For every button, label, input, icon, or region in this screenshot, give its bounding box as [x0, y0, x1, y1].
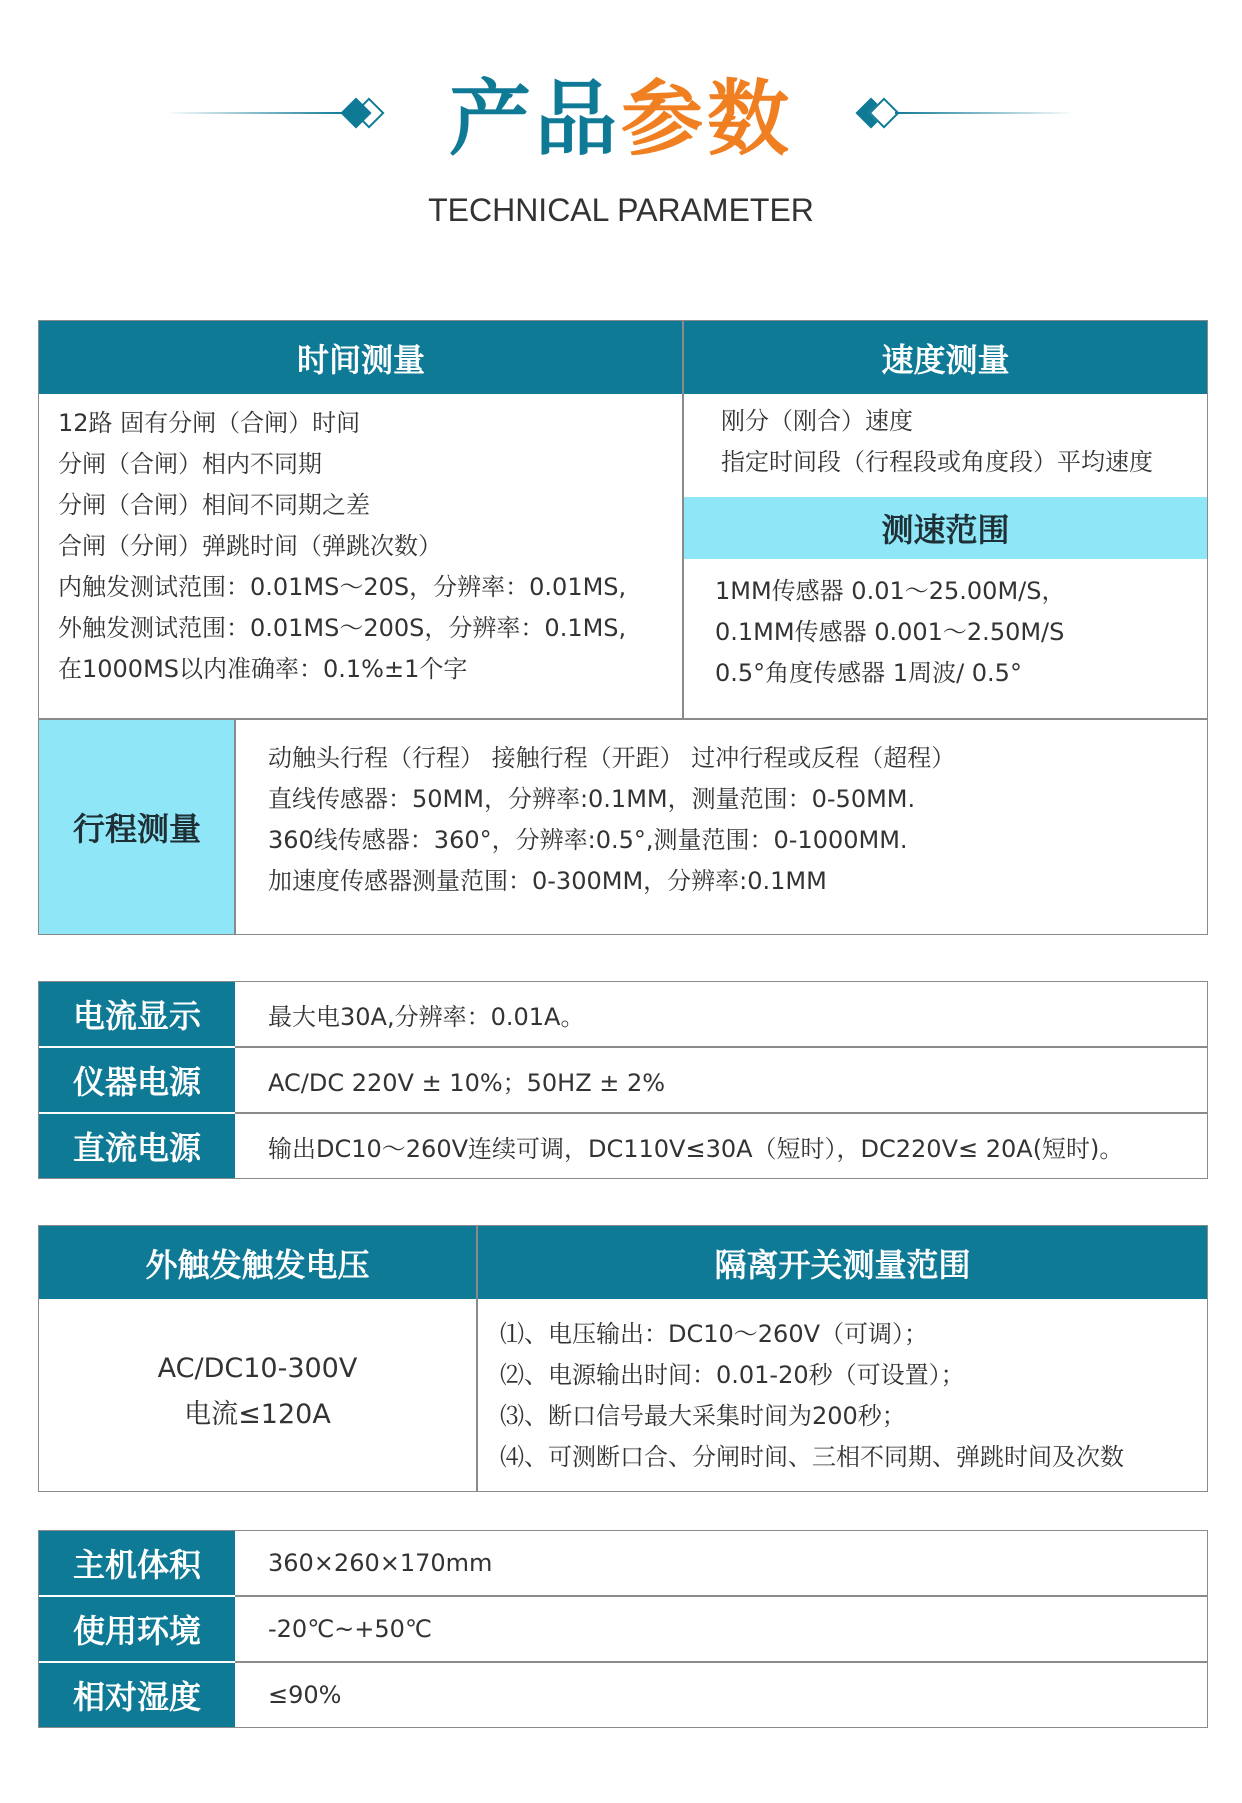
dc-power-label: 直流电源 — [39, 1114, 235, 1178]
humidity-label: 相对湿度 — [39, 1663, 235, 1727]
list-item: 刚分（刚合）速度 — [721, 407, 913, 435]
speed-range-list — [715, 571, 1065, 694]
page-subtitle: TECHNICAL PARAMETER — [428, 192, 814, 228]
list-item: 动触头行程（行程） 接触行程（开距） 过冲行程或反程（超程） — [268, 744, 956, 772]
environment-value: -20℃~+50℃ — [268, 1615, 432, 1643]
dc-power-value: 输出DC10～260V连续可调，DC110V≤30A（短时），DC220V≤ 20A(短时)。 — [268, 1134, 1124, 1163]
list-item: 0.5°角度传感器 1周波/ 0.5° — [715, 659, 1022, 687]
list-item: 12路 固有分闸（合闸）时间 — [58, 409, 361, 437]
list-item: 外触发测试范围：0.01MS～200S，分辨率：0.1MS, — [58, 614, 627, 642]
humidity-value: ≤90% — [268, 1681, 342, 1709]
list-item: ⑵、电源输出时间：0.01-20秒（可设置）； — [500, 1361, 965, 1389]
list-item: 直线传感器：50MM，分辨率:0.1MM，测量范围：0-50MM. — [268, 785, 916, 813]
list-item: 0.1MM传感器 0.001～2.50M/S — [715, 618, 1065, 646]
current-display-value: 最大电30A,分辨率：0.01A。 — [268, 1002, 585, 1031]
isolation-switch-header: 隔离开关测量范围 — [478, 1226, 1207, 1299]
time-measure-header: 时间测量 — [39, 321, 683, 394]
external-trigger-values — [39, 1346, 476, 1438]
list-item: 1MM传感器 0.01～25.00M/S， — [715, 577, 1066, 605]
list-item: 电流≤120A — [184, 1399, 331, 1430]
header-right-line — [895, 112, 1075, 114]
page-title — [0, 70, 1242, 170]
list-item: 360线传感器：360°，分辨率:0.5°,测量范围：0-1000MM. — [268, 826, 908, 854]
list-item: 合闸（分闸）弹跳时间（弹跳次数） — [58, 532, 442, 560]
list-item: ⑷、可测断口合、分闸时间、三相不同期、弹跳时间及次数 — [500, 1443, 1124, 1471]
travel-measure-list — [268, 738, 955, 902]
environment-label: 使用环境 — [39, 1597, 235, 1661]
speed-measure-header: 速度测量 — [684, 321, 1207, 394]
time-measure-list — [58, 403, 626, 690]
instrument-power-label: 仪器电源 — [39, 1048, 235, 1112]
host-volume-value: 360×260×170mm — [268, 1549, 493, 1577]
list-item: 在1000MS以内准确率：0.1%±1个字 — [58, 655, 468, 683]
speed-measure-list — [721, 401, 1153, 483]
list-item: 指定时间段（行程段或角度段）平均速度 — [721, 448, 1153, 476]
isolation-switch-list — [500, 1314, 1124, 1478]
divider — [234, 720, 236, 934]
list-item: 分闸（合闸）相内不同期 — [58, 450, 322, 478]
divider — [476, 1226, 478, 1491]
travel-measure-header: 行程测量 — [39, 720, 235, 934]
title-part-2: 参数 — [621, 72, 794, 167]
list-item: ⑴、电压输出：DC10～260V（可调）； — [500, 1320, 929, 1348]
host-volume-label: 主机体积 — [39, 1531, 235, 1595]
instrument-power-value: AC/DC 220V ± 10%；50HZ ± 2% — [268, 1068, 666, 1097]
list-item: 加速度传感器测量范围：0-300MM，分辨率:0.1MM — [268, 867, 827, 895]
title-part-1: 产品 — [448, 72, 621, 167]
list-item: ⑶、断口信号最大采集时间为200秒； — [500, 1402, 906, 1430]
list-item: AC/DC10-300V — [157, 1353, 358, 1384]
list-item: 内触发测试范围：0.01MS～20S，分辨率：0.01MS, — [58, 573, 627, 601]
list-item: 分闸（合闸）相间不同期之差 — [58, 491, 370, 519]
external-trigger-header: 外触发触发电压 — [39, 1226, 476, 1299]
speed-range-header: 测速范围 — [684, 497, 1207, 559]
current-display-label: 电流显示 — [39, 982, 235, 1046]
